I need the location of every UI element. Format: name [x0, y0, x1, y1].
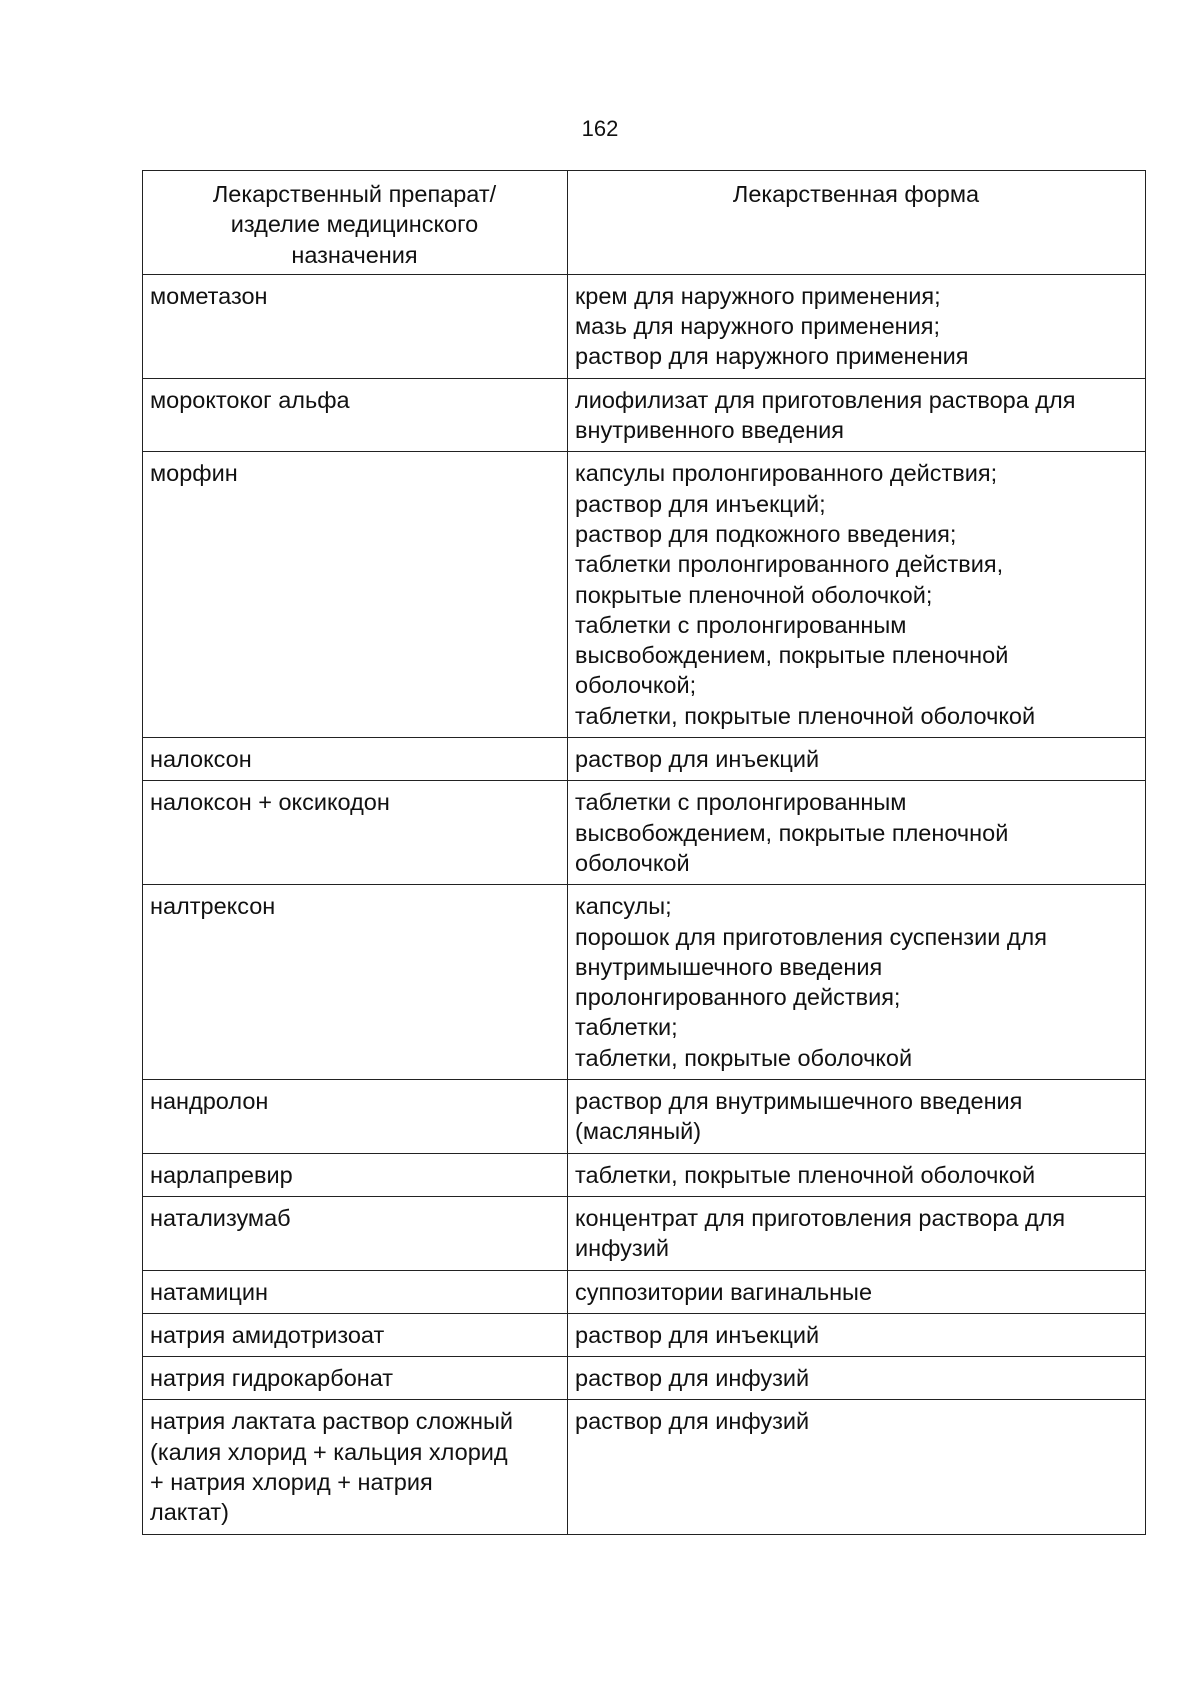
table-row [143, 452, 1146, 738]
drug-cell: морфин [143, 452, 568, 738]
dosage-form-cell: крем для наружного применения; мазь для наружного применения; раствор для наружного применения [568, 274, 1146, 378]
header-drug: Лекарственный препарат/ изделие медицинского назначения [143, 171, 568, 275]
page-number: 162 [581, 116, 619, 141]
table-row [143, 274, 1146, 378]
dosage-form-cell: раствор для инъекций [568, 1313, 1146, 1356]
table-row [143, 1270, 1146, 1313]
drug-cell: нарлапревир [143, 1153, 568, 1196]
drug-cell: налтрексон [143, 885, 568, 1080]
dosage-form-cell: концентрат для приготовления раствора для инфузий [568, 1196, 1146, 1270]
dosage-form-cell: раствор для инъекций [568, 738, 1146, 781]
table-row [143, 781, 1146, 885]
dosage-form-cell: капсулы; порошок для приготовления суспензии для внутримышечного введения пролонгированного действия; таблетки; таблетки, покрытые оболочкой [568, 885, 1146, 1080]
drug-cell: налоксон + оксикодон [143, 781, 568, 885]
table-row [143, 738, 1146, 781]
table-row [143, 1153, 1146, 1196]
dosage-form-cell: суппозитории вагинальные [568, 1270, 1146, 1313]
dosage-form-cell: таблетки с пролонгированным высвобождением, покрытые пленочной оболочкой [568, 781, 1146, 885]
table-row [143, 1080, 1146, 1154]
table-row [143, 1400, 1146, 1534]
table-row [143, 1196, 1146, 1270]
dosage-form-cell: раствор для инфузий [568, 1400, 1146, 1534]
drug-cell: натрия лактата раствор сложный (калия хлорид + кальция хлорид + натрия хлорид + натрия лактат) [143, 1400, 568, 1534]
drug-cell: мороктоког альфа [143, 378, 568, 452]
drug-cell: натрия амидотризоат [143, 1313, 568, 1356]
table-row [143, 1357, 1146, 1400]
dosage-form-cell: лиофилизат для приготовления раствора для внутривенного введения [568, 378, 1146, 452]
dosage-form-cell: таблетки, покрытые пленочной оболочкой [568, 1153, 1146, 1196]
drug-cell: налоксон [143, 738, 568, 781]
table-row [143, 378, 1146, 452]
drug-cell: натализумаб [143, 1196, 568, 1270]
drug-cell: нандролон [143, 1080, 568, 1154]
drug-cell: мометазон [143, 274, 568, 378]
dosage-form-cell: раствор для внутримышечного введения (масляный) [568, 1080, 1146, 1154]
header-dosage-form: Лекарственная форма [568, 171, 1146, 275]
drug-table [142, 170, 1146, 1535]
table-row [143, 885, 1146, 1080]
table-header-row [143, 171, 1146, 275]
table-row [143, 1313, 1146, 1356]
drug-cell: натамицин [143, 1270, 568, 1313]
drug-cell: натрия гидрокарбонат [143, 1357, 568, 1400]
dosage-form-cell: капсулы пролонгированного действия; раствор для инъекций; раствор для подкожного введения; таблетки пролонгированного действия, покрытые пленочной оболочкой; таблетки с пролонгированным высвобождением, покрытые пленочной оболочкой; таблетки, покрытые пленочной оболочкой [568, 452, 1146, 738]
dosage-form-cell: раствор для инфузий [568, 1357, 1146, 1400]
